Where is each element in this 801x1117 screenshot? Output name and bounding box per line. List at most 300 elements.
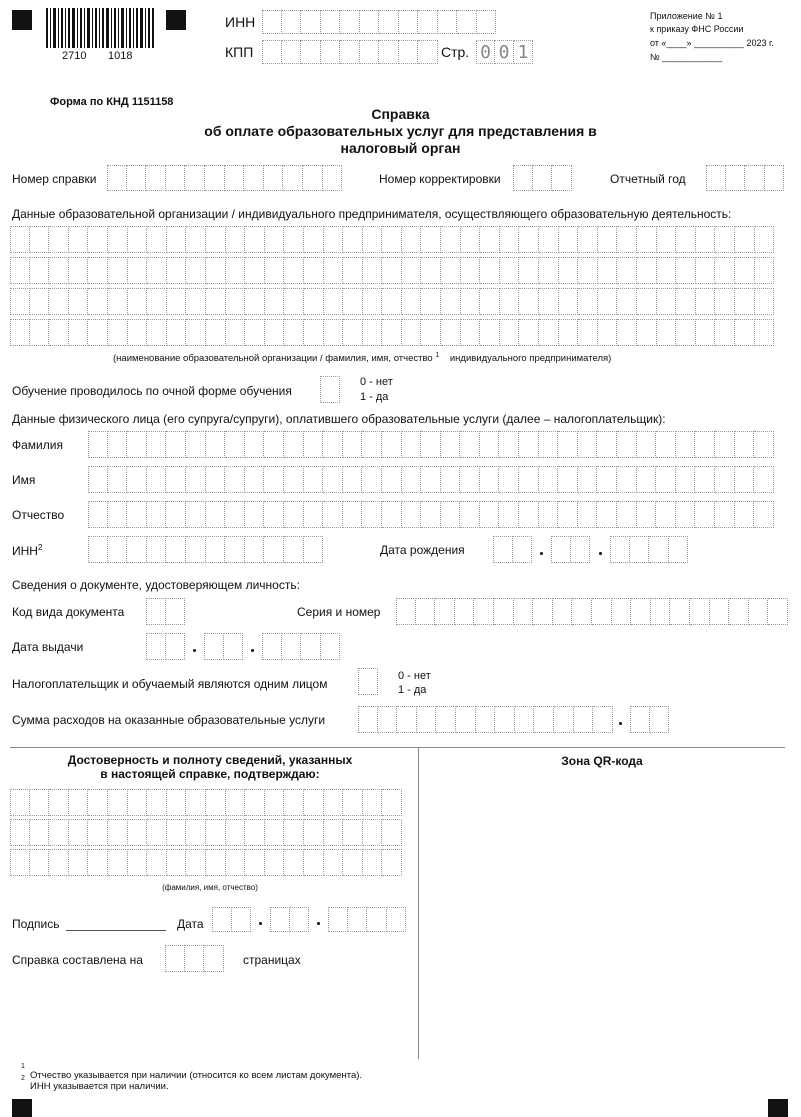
input-cell[interactable]	[612, 598, 632, 625]
input-cell[interactable]	[441, 257, 461, 284]
input-cell[interactable]	[578, 288, 598, 315]
input-cell[interactable]	[49, 288, 69, 315]
input-cell[interactable]	[676, 288, 696, 315]
input-cell[interactable]	[461, 226, 481, 253]
input-cell[interactable]	[514, 598, 534, 625]
input-cell[interactable]	[343, 501, 363, 528]
input-cell[interactable]	[363, 789, 383, 816]
input-cell[interactable]	[553, 598, 573, 625]
input-cell[interactable]	[127, 431, 147, 458]
input-cell[interactable]	[206, 288, 226, 315]
inn-header-cells[interactable]	[262, 10, 496, 34]
input-cell[interactable]	[166, 466, 186, 493]
input-cell[interactable]	[30, 319, 50, 346]
input-cell[interactable]	[264, 536, 284, 563]
input-cell[interactable]	[755, 226, 775, 253]
input-cell[interactable]	[362, 501, 382, 528]
input-cell[interactable]	[304, 226, 324, 253]
input-cell[interactable]	[10, 819, 30, 846]
input-cell[interactable]	[108, 226, 128, 253]
full-time-cell[interactable]	[320, 376, 340, 403]
input-cell[interactable]	[630, 706, 650, 733]
input-cell[interactable]	[382, 849, 402, 876]
input-cell[interactable]	[147, 226, 167, 253]
input-cell[interactable]	[421, 288, 441, 315]
input-cell[interactable]	[559, 226, 579, 253]
input-cell[interactable]	[754, 466, 774, 493]
input-cell[interactable]	[128, 288, 148, 315]
input-cell[interactable]	[245, 226, 265, 253]
input-cell[interactable]	[402, 226, 422, 253]
input-cell[interactable]	[749, 598, 769, 625]
input-cell[interactable]	[597, 431, 617, 458]
input-cell[interactable]	[402, 257, 422, 284]
input-cell[interactable]	[108, 288, 128, 315]
input-cell[interactable]	[593, 706, 613, 733]
signer-name-cells[interactable]	[10, 849, 402, 876]
input-cell[interactable]	[421, 319, 441, 346]
input-cell[interactable]	[378, 706, 398, 733]
input-cell[interactable]	[262, 633, 282, 660]
input-cell[interactable]	[598, 257, 618, 284]
input-cell[interactable]	[343, 789, 363, 816]
issue-year-cells[interactable]	[262, 633, 340, 660]
input-cell[interactable]	[348, 907, 368, 932]
input-cell[interactable]	[696, 288, 716, 315]
input-cell[interactable]	[461, 257, 481, 284]
input-cell[interactable]	[245, 501, 265, 528]
input-cell[interactable]	[597, 501, 617, 528]
input-cell[interactable]	[321, 633, 341, 660]
input-cell[interactable]	[146, 633, 166, 660]
input-cell[interactable]	[441, 501, 461, 528]
input-cell[interactable]	[367, 907, 387, 932]
input-cell[interactable]	[186, 431, 206, 458]
input-cell[interactable]	[637, 288, 657, 315]
input-cell[interactable]	[226, 819, 246, 846]
input-cell[interactable]	[206, 319, 226, 346]
input-cell[interactable]	[441, 466, 461, 493]
input-cell[interactable]	[421, 431, 441, 458]
patronymic-cells[interactable]	[88, 501, 774, 528]
input-cell[interactable]	[558, 466, 578, 493]
input-cell[interactable]	[147, 789, 167, 816]
input-cell[interactable]	[651, 598, 671, 625]
input-cell[interactable]	[245, 849, 265, 876]
input-cell[interactable]	[696, 319, 716, 346]
input-cell[interactable]	[343, 257, 363, 284]
input-cell[interactable]	[324, 319, 344, 346]
input-cell[interactable]	[69, 789, 89, 816]
input-cell[interactable]	[558, 501, 578, 528]
confirm-year-cells[interactable]	[328, 907, 406, 932]
input-cell[interactable]	[206, 536, 226, 563]
input-cell[interactable]	[245, 819, 265, 846]
input-cell[interactable]	[88, 466, 108, 493]
input-cell[interactable]	[554, 706, 574, 733]
input-cell[interactable]	[167, 789, 187, 816]
input-cell[interactable]	[670, 598, 690, 625]
input-cell[interactable]	[343, 849, 363, 876]
input-cell[interactable]	[637, 257, 657, 284]
input-cell[interactable]	[695, 501, 715, 528]
input-cell[interactable]	[421, 226, 441, 253]
input-cell[interactable]	[441, 319, 461, 346]
input-cell[interactable]	[147, 431, 167, 458]
input-cell[interactable]	[206, 849, 226, 876]
confirm-day-cells[interactable]	[212, 907, 251, 932]
input-cell[interactable]	[598, 226, 618, 253]
input-cell[interactable]	[284, 501, 304, 528]
input-cell[interactable]	[245, 257, 265, 284]
input-cell[interactable]	[500, 319, 520, 346]
input-cell[interactable]	[657, 319, 677, 346]
input-cell[interactable]	[88, 789, 108, 816]
expenses-rubles-cells[interactable]	[358, 706, 613, 733]
input-cell[interactable]	[108, 319, 128, 346]
input-cell[interactable]	[735, 226, 755, 253]
input-cell[interactable]	[147, 819, 167, 846]
input-cell[interactable]	[729, 598, 749, 625]
input-cell[interactable]	[186, 319, 206, 346]
input-cell[interactable]	[656, 501, 676, 528]
input-cell[interactable]	[108, 536, 128, 563]
input-cell[interactable]	[617, 226, 637, 253]
input-cell[interactable]	[676, 257, 696, 284]
input-cell[interactable]	[402, 466, 422, 493]
input-cell[interactable]	[49, 226, 69, 253]
input-cell[interactable]	[676, 501, 696, 528]
cert-number-cells[interactable]	[107, 165, 342, 191]
input-cell[interactable]	[539, 226, 559, 253]
input-cell[interactable]	[617, 257, 637, 284]
input-cell[interactable]	[343, 226, 363, 253]
input-cell[interactable]	[127, 466, 147, 493]
input-cell[interactable]	[630, 536, 650, 563]
input-cell[interactable]	[617, 319, 637, 346]
input-cell[interactable]	[657, 226, 677, 253]
input-cell[interactable]	[649, 536, 669, 563]
input-cell[interactable]	[343, 288, 363, 315]
input-cell[interactable]	[186, 257, 206, 284]
input-cell[interactable]	[690, 598, 710, 625]
input-cell[interactable]	[499, 501, 519, 528]
input-cell[interactable]	[226, 789, 246, 816]
input-cell[interactable]	[69, 288, 89, 315]
input-cell[interactable]	[382, 501, 402, 528]
input-cell[interactable]	[696, 257, 716, 284]
input-cell[interactable]	[49, 849, 69, 876]
input-cell[interactable]	[10, 789, 30, 816]
input-cell[interactable]	[284, 789, 304, 816]
input-cell[interactable]	[441, 226, 461, 253]
input-cell[interactable]	[735, 466, 755, 493]
input-cell[interactable]	[304, 501, 324, 528]
input-cell[interactable]	[264, 431, 284, 458]
input-cell[interactable]	[10, 849, 30, 876]
input-cell[interactable]	[571, 536, 591, 563]
input-cell[interactable]	[166, 536, 186, 563]
input-cell[interactable]	[519, 501, 539, 528]
input-cell[interactable]	[402, 501, 422, 528]
input-cell[interactable]	[598, 288, 618, 315]
input-cell[interactable]	[343, 819, 363, 846]
input-cell[interactable]	[456, 706, 476, 733]
input-cell[interactable]	[30, 819, 50, 846]
input-cell[interactable]	[461, 319, 481, 346]
input-cell[interactable]	[755, 257, 775, 284]
input-cell[interactable]	[69, 319, 89, 346]
input-cell[interactable]	[328, 907, 348, 932]
input-cell[interactable]	[710, 598, 730, 625]
input-cell[interactable]	[559, 319, 579, 346]
input-cell[interactable]	[480, 257, 500, 284]
input-cell[interactable]	[402, 431, 422, 458]
input-cell[interactable]	[304, 849, 324, 876]
input-cell[interactable]	[519, 319, 539, 346]
input-cell[interactable]	[284, 431, 304, 458]
input-cell[interactable]	[578, 466, 598, 493]
input-cell[interactable]	[284, 288, 304, 315]
input-cell[interactable]	[363, 849, 383, 876]
input-cell[interactable]	[460, 466, 480, 493]
input-cell[interactable]	[631, 598, 651, 625]
input-cell[interactable]	[324, 257, 344, 284]
input-cell[interactable]	[88, 319, 108, 346]
input-cell[interactable]	[402, 319, 422, 346]
input-cell[interactable]	[768, 598, 788, 625]
input-cell[interactable]	[225, 466, 245, 493]
input-cell[interactable]	[186, 819, 206, 846]
input-cell[interactable]	[519, 466, 539, 493]
input-cell[interactable]	[519, 257, 539, 284]
input-cell[interactable]	[597, 466, 617, 493]
input-cell[interactable]	[49, 257, 69, 284]
input-cell[interactable]	[715, 288, 735, 315]
input-cell[interactable]	[551, 536, 571, 563]
input-cell[interactable]	[226, 257, 246, 284]
input-cell[interactable]	[88, 819, 108, 846]
input-cell[interactable]	[735, 288, 755, 315]
input-cell[interactable]	[476, 706, 496, 733]
input-cell[interactable]	[204, 945, 224, 972]
input-cell[interactable]	[206, 789, 226, 816]
input-cell[interactable]	[500, 257, 520, 284]
input-cell[interactable]	[304, 466, 324, 493]
input-cell[interactable]	[304, 536, 324, 563]
input-cell[interactable]	[480, 226, 500, 253]
input-cell[interactable]	[637, 319, 657, 346]
input-cell[interactable]	[539, 257, 559, 284]
input-cell[interactable]	[167, 849, 187, 876]
input-cell[interactable]	[245, 319, 265, 346]
name-cells[interactable]	[88, 466, 774, 493]
input-cell[interactable]	[108, 849, 128, 876]
input-cell[interactable]	[284, 849, 304, 876]
input-cell[interactable]	[108, 819, 128, 846]
input-cell[interactable]	[284, 319, 304, 346]
input-cell[interactable]	[10, 226, 30, 253]
input-cell[interactable]	[650, 706, 670, 733]
input-cell[interactable]	[387, 907, 407, 932]
input-cell[interactable]	[755, 288, 775, 315]
input-cell[interactable]	[108, 257, 128, 284]
input-cell[interactable]	[480, 288, 500, 315]
input-cell[interactable]	[206, 226, 226, 253]
input-cell[interactable]	[539, 288, 559, 315]
pages-count-cells[interactable]	[165, 945, 224, 972]
input-cell[interactable]	[460, 431, 480, 458]
series-number-cells[interactable]	[396, 598, 788, 625]
birth-year-cells[interactable]	[610, 536, 688, 563]
input-cell[interactable]	[88, 257, 108, 284]
input-cell[interactable]	[146, 598, 166, 625]
input-cell[interactable]	[10, 319, 30, 346]
input-cell[interactable]	[49, 789, 69, 816]
input-cell[interactable]	[264, 501, 284, 528]
input-cell[interactable]	[735, 501, 755, 528]
input-cell[interactable]	[637, 466, 657, 493]
input-cell[interactable]	[592, 598, 612, 625]
input-cell[interactable]	[669, 536, 689, 563]
input-cell[interactable]	[539, 431, 559, 458]
input-cell[interactable]	[284, 466, 304, 493]
input-cell[interactable]	[455, 598, 475, 625]
input-cell[interactable]	[715, 226, 735, 253]
input-cell[interactable]	[245, 466, 265, 493]
input-cell[interactable]	[284, 819, 304, 846]
input-cell[interactable]	[617, 288, 637, 315]
input-cell[interactable]	[363, 288, 383, 315]
input-cell[interactable]	[167, 226, 187, 253]
report-year-cells[interactable]	[706, 165, 784, 191]
input-cell[interactable]	[186, 288, 206, 315]
input-cell[interactable]	[382, 431, 402, 458]
input-cell[interactable]	[147, 288, 167, 315]
input-cell[interactable]	[30, 789, 50, 816]
org-name-row[interactable]	[10, 226, 774, 253]
input-cell[interactable]	[519, 226, 539, 253]
input-cell[interactable]	[461, 288, 481, 315]
input-cell[interactable]	[265, 226, 285, 253]
input-cell[interactable]	[128, 257, 148, 284]
input-cell[interactable]	[617, 501, 637, 528]
correction-number-cells[interactable]	[513, 165, 572, 191]
input-cell[interactable]	[284, 226, 304, 253]
input-cell[interactable]	[363, 257, 383, 284]
input-cell[interactable]	[695, 466, 715, 493]
expenses-kopecks-cells[interactable]	[630, 706, 669, 733]
input-cell[interactable]	[304, 288, 324, 315]
input-cell[interactable]	[637, 501, 657, 528]
input-cell[interactable]	[754, 431, 774, 458]
input-cell[interactable]	[755, 319, 775, 346]
input-cell[interactable]	[206, 257, 226, 284]
input-cell[interactable]	[206, 431, 226, 458]
input-cell[interactable]	[108, 501, 128, 528]
input-cell[interactable]	[493, 536, 513, 563]
input-cell[interactable]	[421, 501, 441, 528]
input-cell[interactable]	[232, 907, 252, 932]
input-cell[interactable]	[323, 431, 343, 458]
input-cell[interactable]	[88, 288, 108, 315]
input-cell[interactable]	[343, 319, 363, 346]
surname-cells[interactable]	[88, 431, 774, 458]
input-cell[interactable]	[637, 431, 657, 458]
input-cell[interactable]	[186, 789, 206, 816]
input-cell[interactable]	[304, 819, 324, 846]
input-cell[interactable]	[324, 819, 344, 846]
input-cell[interactable]	[676, 431, 696, 458]
input-cell[interactable]	[715, 466, 735, 493]
input-cell[interactable]	[441, 431, 461, 458]
input-cell[interactable]	[128, 789, 148, 816]
signer-name-cells[interactable]	[10, 789, 402, 816]
input-cell[interactable]	[441, 288, 461, 315]
input-cell[interactable]	[358, 706, 378, 733]
input-cell[interactable]	[265, 789, 285, 816]
signature-line[interactable]	[66, 930, 166, 931]
signer-name-cells[interactable]	[10, 819, 402, 846]
input-cell[interactable]	[460, 501, 480, 528]
input-cell[interactable]	[382, 789, 402, 816]
input-cell[interactable]	[323, 501, 343, 528]
input-cell[interactable]	[558, 431, 578, 458]
input-cell[interactable]	[578, 226, 598, 253]
input-cell[interactable]	[186, 849, 206, 876]
input-cell[interactable]	[245, 288, 265, 315]
input-cell[interactable]	[539, 501, 559, 528]
input-cell[interactable]	[500, 226, 520, 253]
input-cell[interactable]	[421, 466, 441, 493]
input-cell[interactable]	[127, 536, 147, 563]
input-cell[interactable]	[500, 288, 520, 315]
input-cell[interactable]	[515, 706, 535, 733]
input-cell[interactable]	[147, 849, 167, 876]
input-cell[interactable]	[363, 319, 383, 346]
input-cell[interactable]	[264, 466, 284, 493]
input-cell[interactable]	[290, 907, 310, 932]
input-cell[interactable]	[382, 226, 402, 253]
input-cell[interactable]	[421, 257, 441, 284]
input-cell[interactable]	[494, 598, 514, 625]
input-cell[interactable]	[324, 849, 344, 876]
input-cell[interactable]	[480, 319, 500, 346]
input-cell[interactable]	[147, 501, 167, 528]
input-cell[interactable]	[382, 319, 402, 346]
input-cell[interactable]	[226, 226, 246, 253]
input-cell[interactable]	[519, 288, 539, 315]
input-cell[interactable]	[88, 501, 108, 528]
input-cell[interactable]	[559, 257, 579, 284]
input-cell[interactable]	[265, 319, 285, 346]
same-person-cell[interactable]	[358, 668, 378, 695]
input-cell[interactable]	[245, 536, 265, 563]
input-cell[interactable]	[436, 706, 456, 733]
input-cell[interactable]	[519, 431, 539, 458]
input-cell[interactable]	[617, 466, 637, 493]
input-cell[interactable]	[245, 431, 265, 458]
input-cell[interactable]	[265, 819, 285, 846]
input-cell[interactable]	[69, 849, 89, 876]
input-cell[interactable]	[30, 288, 50, 315]
input-cell[interactable]	[127, 501, 147, 528]
input-cell[interactable]	[88, 849, 108, 876]
input-cell[interactable]	[617, 431, 637, 458]
input-cell[interactable]	[204, 633, 224, 660]
input-cell[interactable]	[226, 319, 246, 346]
input-cell[interactable]	[363, 819, 383, 846]
